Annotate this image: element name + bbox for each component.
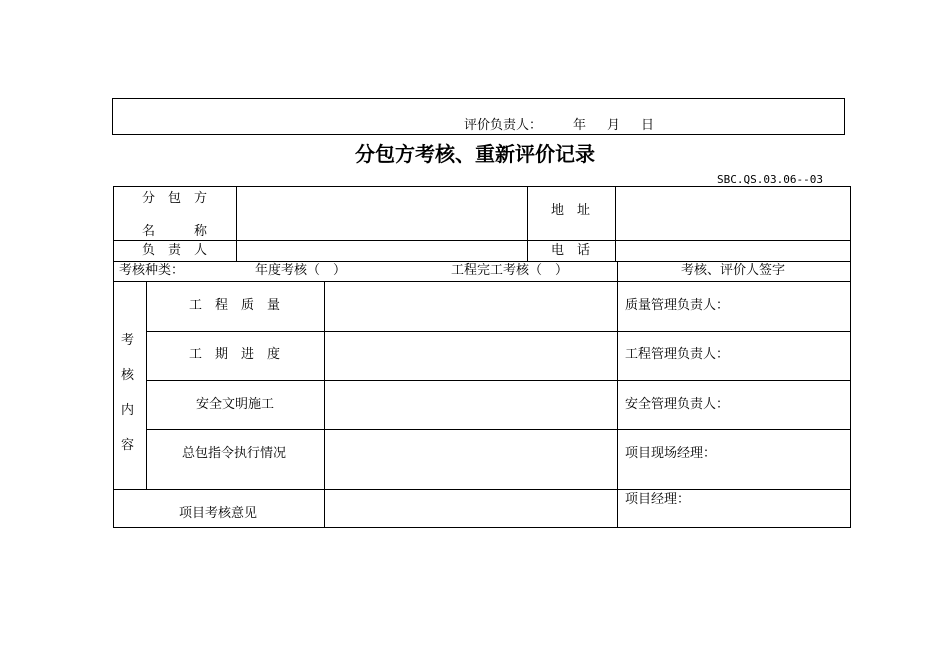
divider <box>324 281 325 528</box>
signer-quality-manager: 质量管理负责人： <box>625 298 730 313</box>
leader-label: 负 责 人 <box>142 243 208 258</box>
assessment-item-schedule: 工 期 进 度 <box>189 347 281 362</box>
divider <box>146 380 851 381</box>
assessment-item-instruction-execution: 总包指令执行情况 <box>182 446 287 461</box>
subcontractor-name-label-line2: 名 称 <box>142 224 208 239</box>
completion-assessment-option[interactable]: 工程完工考核（ ） <box>451 263 569 278</box>
assessment-item-safety: 安全文明施工 <box>196 397 275 412</box>
divider <box>527 186 528 262</box>
divider <box>113 489 851 490</box>
divider <box>146 429 851 430</box>
divider <box>617 281 618 528</box>
signer-engineering-manager: 工程管理负责人： <box>625 347 730 362</box>
divider <box>615 186 616 262</box>
subcontractor-name-label-line1: 分 包 方 <box>142 191 208 206</box>
assessment-content-side-label-char: 考 <box>121 333 135 348</box>
day-label: 日 <box>641 118 655 133</box>
divider <box>146 281 147 489</box>
phone-label: 电 话 <box>551 243 591 258</box>
signature-header: 考核、评价人签字 <box>681 263 786 278</box>
month-label: 月 <box>607 118 621 133</box>
signer-project-manager: 项目经理： <box>625 492 691 507</box>
page-title: 分包方考核、重新评价记录 <box>355 142 595 166</box>
form-code: SBC.QS.03.06--03 <box>717 173 823 186</box>
divider <box>113 240 851 241</box>
assessment-item-quality: 工 程 质 量 <box>189 298 281 313</box>
signer-safety-manager: 安全管理负责人： <box>625 397 730 412</box>
assessment-content-side-label-char: 核 <box>121 368 135 383</box>
address-label: 地 址 <box>551 203 591 218</box>
signer-site-manager: 项目现场经理： <box>625 446 717 461</box>
project-opinion-label: 项目考核意见 <box>179 506 258 521</box>
assessment-content-side-label-char: 内 <box>121 403 135 418</box>
subcontractor-info-table <box>113 186 851 262</box>
annual-assessment-option[interactable]: 年度考核（ ） <box>255 263 347 278</box>
evaluator-label: 评价负责人： <box>464 118 543 133</box>
assessment-content-side-label-char: 容 <box>121 438 135 453</box>
assessment-type-label: 考核种类： <box>119 263 185 278</box>
year-label: 年 <box>573 118 587 133</box>
divider <box>146 331 851 332</box>
divider <box>236 186 237 262</box>
divider <box>617 261 618 282</box>
